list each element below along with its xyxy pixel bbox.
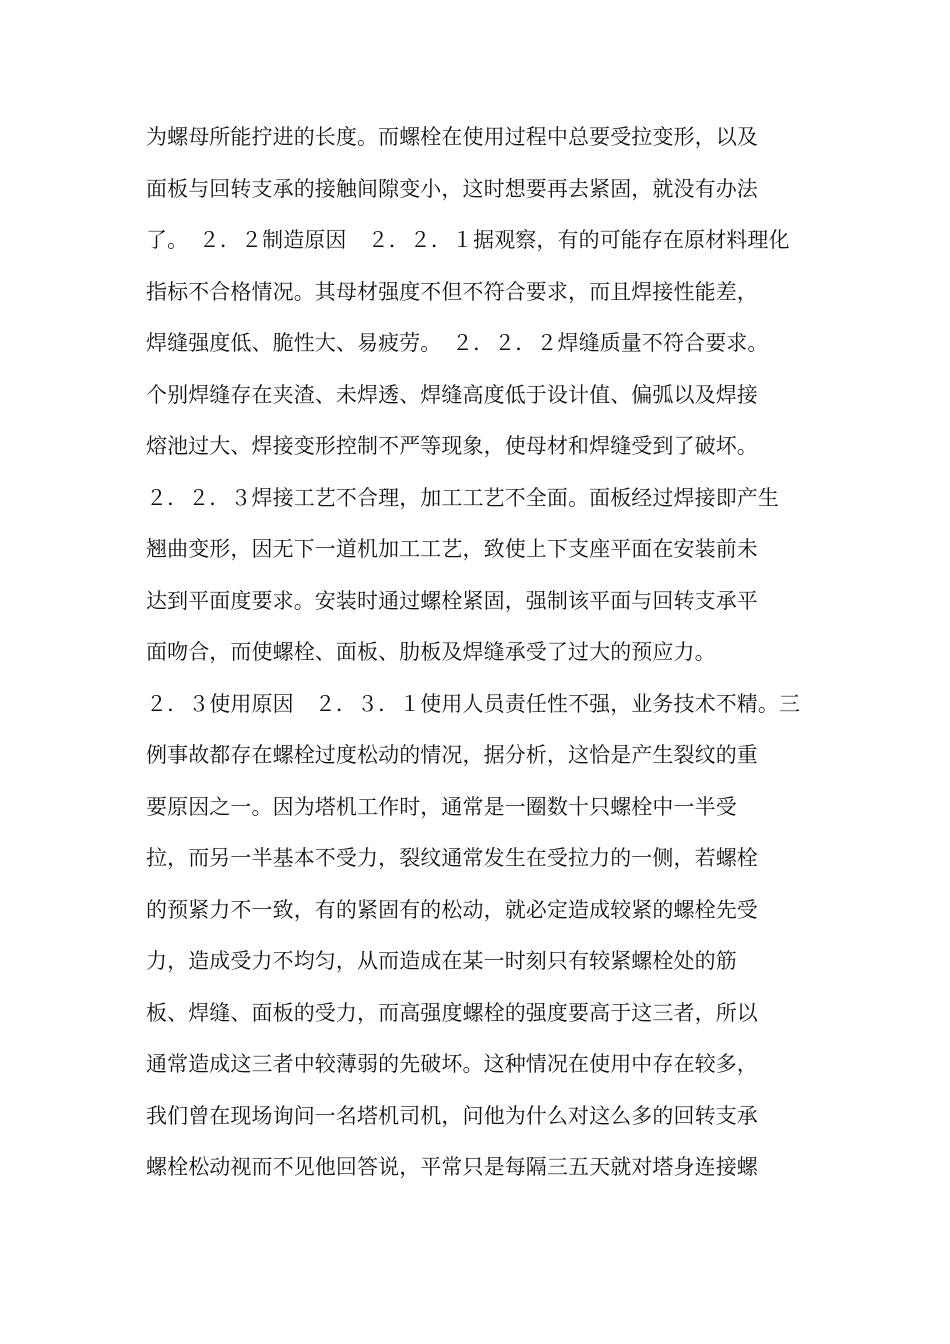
text-line: 板、焊缝、面板的受力，而高强度螺栓的强度要高于这三者，所以 — [146, 1000, 758, 1025]
text-line: 指标不合格情况。其母材强度不但不符合要求，而且焊接性能差， — [146, 279, 758, 304]
text-line: 面板与回转支承的接触间隙变小，这时想要再去紧固，就没有办法 — [146, 176, 758, 201]
text-line: 翘曲变形，因无下一道机加工工艺，致使上下支座平面在安装前未 — [146, 537, 758, 561]
text-line: ２．３使用原因 ２．３．１使用人员责任性不强，业务技术不精。三 — [146, 691, 801, 716]
body-text — [146, 112, 806, 1194]
text-line: 个别焊缝存在夹渣、未焊透、焊缝高度低于设计值、偏弧以及焊接 — [146, 382, 758, 407]
text-line: 螺栓松动视而不见他回答说，平常只是每隔三五天就对塔身连接螺 — [146, 1155, 758, 1179]
text-line: 焊缝强度低、脆性大、易疲劳。 ２．２．２焊缝质量不符合要求。 — [146, 331, 769, 355]
text-line: 通常造成这三者中较薄弱的先破坏。这种情况在使用中存在较多， — [146, 1052, 758, 1076]
text-line: 达到平面度要求。安装时通过螺栓紧固，强制该平面与回转支承平 — [146, 588, 758, 613]
text-line: 面吻合，而使螺栓、面板、肋板及焊缝承受了过大的预应力。 — [146, 640, 716, 664]
text-line: 拉，而另一半基本不受力，裂纹通常发生在受拉力的一侧，若螺栓 — [146, 846, 758, 870]
text-line: 了。 ２．２制造原因 ２．２．１据观察，有的可能存在原材料理化 — [146, 228, 790, 252]
text-line: 我们曾在现场询问一名塔机司机，问他为什么对这么多的回转支承 — [146, 1103, 758, 1128]
text-line: 力，造成受力不均匀，从而造成在某一时刻只有较紧螺栓处的筋 — [146, 949, 737, 973]
text-line: 的预紧力不一致，有的紧固有的松动，就必定造成较紧的螺栓先受 — [146, 897, 758, 922]
text-line: 要原因之一。因为塔机工作时，通常是一圈数十只螺栓中一半受 — [146, 794, 737, 819]
text-line: 例事故都存在螺栓过度松动的情况，据分析，这恰是产生裂纹的重 — [146, 743, 758, 767]
text-line: 为螺母所能拧进的长度。而螺栓在使用过程中总要受拉变形，以及 — [146, 125, 758, 149]
text-line: 熔池过大、焊接变形控制不严等现象，使母材和焊缝受到了破坏。 — [146, 434, 758, 458]
text-line: ２．２．３焊接工艺不合理，加工工艺不全面。面板经过焊接即产生 — [146, 485, 779, 510]
